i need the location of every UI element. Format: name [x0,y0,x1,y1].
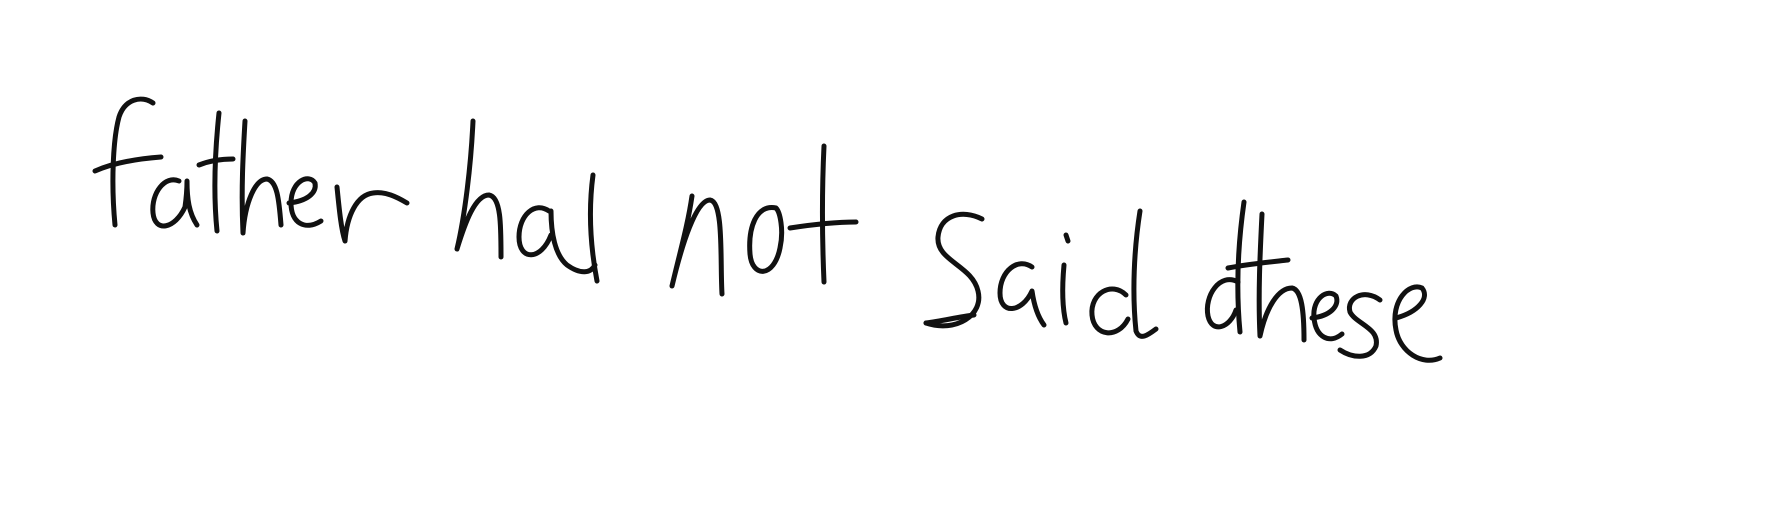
handwriting-strokes-father [95,95,415,245]
handwriting-transcript [0,16,1,17]
handwritten-word-father [95,95,415,249]
handwritten-word-these [1200,200,1460,379]
handwriting-strokes-these [1200,200,1460,375]
handwriting-strokes-not [668,140,863,300]
handwritten-word-said [922,205,1162,359]
handwritten-word-not [668,140,863,304]
handwritten-word-had [455,115,615,294]
handwriting-strokes-said [922,205,1162,355]
handwriting-strokes-had [455,115,615,290]
